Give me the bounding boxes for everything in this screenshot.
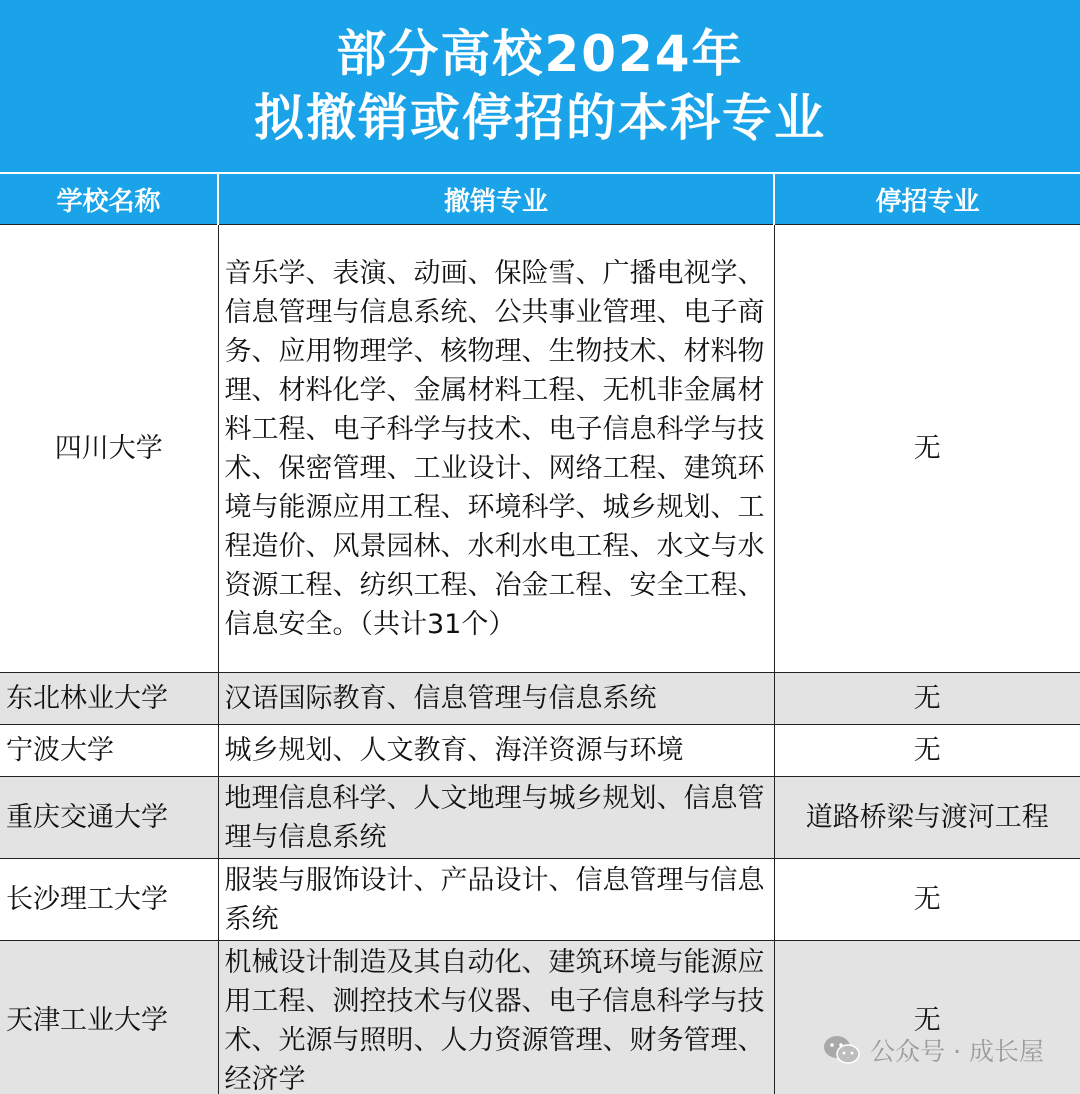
header-revoked-majors: 撤销专业 <box>218 173 774 225</box>
suspended-majors-cell: 道路桥梁与渡河工程 <box>774 777 1080 859</box>
revoked-majors-cell: 地理信息科学、人文地理与城乡规划、信息管理与信息系统 <box>218 777 774 859</box>
school-name-cell: 重庆交通大学 <box>0 777 218 859</box>
table-row <box>0 859 1080 941</box>
revoked-majors-cell: 音乐学、表演、动画、保险雪、广播电视学、信息管理与信息系统、公共事业管理、电子商务、应用物理学、核物理、生物技术、材料物理、材料化学、金属材料工程、无机非金属材料工程、电子科学与技术、电子信息科学与技术、保密管理、工业设计、网络工程、建筑环境与能源应用工程、环境科学、城乡规划、工程造价、风景园林、水利水电工程、水文与水资源工程、纺织工程、冶金工程、安全工程、信息安全。（共计31个） <box>218 225 774 673</box>
school-name-cell: 东北林业大学 <box>0 673 218 725</box>
school-name-cell: 天津工业大学 <box>0 941 218 1094</box>
watermark <box>822 1032 1044 1068</box>
wechat-icon <box>822 1033 862 1067</box>
table-row <box>0 225 1080 673</box>
title-line-2: 拟撤销或停招的本科专业 <box>254 89 826 147</box>
table-row <box>0 941 1080 1094</box>
table-row <box>0 725 1080 777</box>
suspended-majors-cell: 无 <box>774 941 1080 1094</box>
school-name-cell: 宁波大学 <box>0 725 218 777</box>
watermark-text: 公众号 · 成长屋 <box>870 1037 1044 1066</box>
school-name-cell: 四川大学 <box>0 225 218 673</box>
suspended-majors-cell: 无 <box>774 859 1080 941</box>
suspended-majors-cell: 无 <box>774 673 1080 725</box>
revoked-majors-cell: 汉语国际教育、信息管理与信息系统 <box>218 673 774 725</box>
title-banner <box>0 0 1080 172</box>
school-name-cell: 长沙理工大学 <box>0 859 218 941</box>
table-row <box>0 673 1080 725</box>
revoked-majors-cell: 城乡规划、人文教育、海洋资源与环境 <box>218 725 774 777</box>
header-school-name: 学校名称 <box>0 173 218 225</box>
suspended-majors-cell: 无 <box>774 225 1080 673</box>
revoked-majors-cell: 机械设计制造及其自动化、建筑环境与能源应用工程、测控技术与仪器、电子信息科学与技术、光源与照明、人力资源管理、财务管理、经济学 <box>218 941 774 1094</box>
revoked-majors-cell: 服装与服饰设计、产品设计、信息管理与信息系统 <box>218 859 774 941</box>
title-line-1: 部分高校2024年 <box>336 25 744 83</box>
header-suspended-majors: 停招专业 <box>774 173 1080 225</box>
suspended-majors-cell: 无 <box>774 725 1080 777</box>
table-row <box>0 777 1080 859</box>
table-header-row <box>0 173 1080 225</box>
majors-table <box>0 172 1080 1094</box>
